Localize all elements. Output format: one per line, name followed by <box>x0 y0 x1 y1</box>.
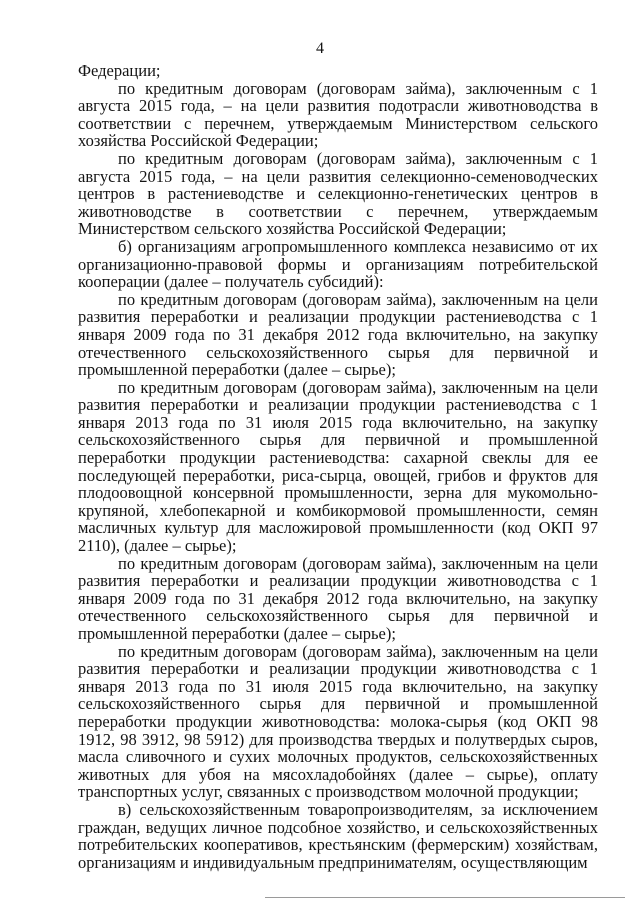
paragraph: в) сельскохозяйственным товаропроизводителям, за исключением граждан, ведущих личное подсобное хозяйство, и сельскохозяйственных потребительских кооперативов, крестьянским (фермерским) хозяйствам, организациям и индивидуальным предпринимателям, осуществляющим <box>78 799 598 872</box>
paragraph: по кредитным договорам (договорам займа), заключенным с 1 августа 2015 года, – на цели развития селекционно-семеноводческих центров в растениеводстве и селекционно-генетических центров в животноводстве в соответствии с перечнем, утверждаемым Министерством сельского хозяйства Российской Федерации; <box>78 148 598 239</box>
document-body <box>78 62 598 871</box>
paragraph: по кредитным договорам (договорам займа), заключенным на цели развития переработки и реализации продукции растениеводства с 1 января 2013 года по 31 июля 2015 года включительно, на закупку сельскохозяйственного сырья для первичной и промышленной переработки продукции растениеводства: сахарной свеклы для ее последующей переработки, риса-сырца, овощей, грибов и фруктов для плодоовощной консервной промышленности, зерна для мукомольно-крупяной, хлебопекарной и комбикормовой промышленности, семян масличных культур для масложировой промышленности (код ОКП 97 2110), (далее – сырье); <box>78 377 598 556</box>
page-number: 4 <box>316 40 324 57</box>
paragraph: по кредитным договорам (договорам займа), заключенным с 1 августа 2015 года, – на цели развития подотрасли животноводства в соответствии с перечнем, утверждаемым Министерством сельского хозяйства Российской Федерации; <box>78 78 598 151</box>
scan-edge-line <box>265 897 625 898</box>
paragraph: б) организациям агропромышленного комплекса независимо от их организационно-правовой формы и организациям потребительской кооперации (далее – получатель субсидий): <box>78 236 598 292</box>
paragraph: по кредитным договорам (договорам займа), заключенным на цели развития переработки и реализации продукции растениеводства с 1 января 2009 года по 31 декабря 2012 года включительно, на закупку отечественного сельскохозяйственного сырья для первичной и промышленной переработки (далее – сырье); <box>78 289 598 380</box>
paragraph: по кредитным договорам (договорам займа), заключенным на цели развития переработки и реализации продукции животноводства с 1 января 2009 года по 31 декабря 2012 года включительно, на закупку отечественного сельскохозяйственного сырья для первичной и промышленной переработки (далее – сырье); <box>78 553 598 643</box>
paragraph: по кредитным договорам (договорам займа), заключенным на цели развития переработки и реализации продукции животноводства с 1 января 2013 года по 31 июля 2015 года включительно, на закупку сельскохозяйственного сырья для первичной и промышленной переработки продукции животноводства: молока-сырья (код ОКП 98 1912, 98 3912, 98 5912) для производства твердых и полутвердых сыров, масла сливочного и сухих молочных продуктов, сельскохозяйственных животных для убоя на мясохладобойнях (далее – сырье), оплату транспортных услуг, связанных с производством молочной продукции; <box>78 641 598 802</box>
paragraph: Федерации; <box>78 61 161 80</box>
